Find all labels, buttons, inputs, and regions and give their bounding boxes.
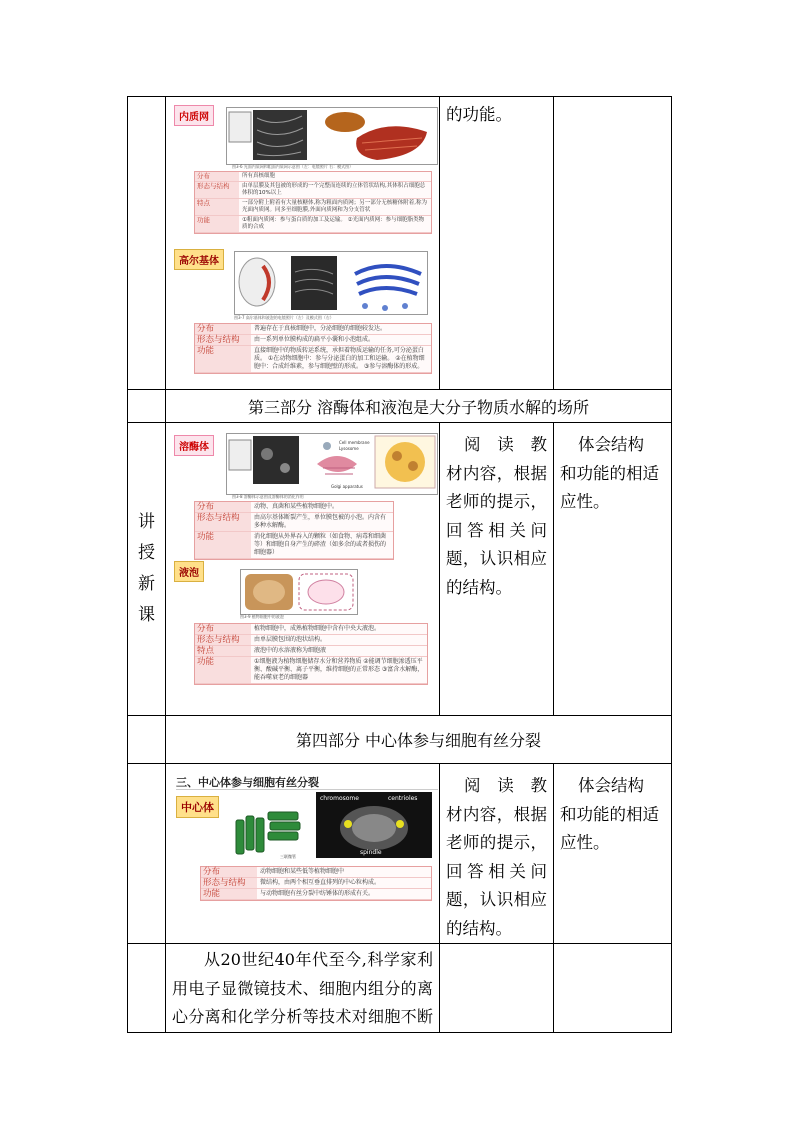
er-caption: 图3-6 光面内质网和粗面内质网示意图（左：电镜照片 右：模式图）: [232, 164, 354, 169]
row-section3: [128, 390, 672, 423]
info-key: 形态与结构: [195, 513, 251, 531]
slide-cell-er-golgi: [166, 97, 440, 390]
diagram-label: Lysosome: [339, 446, 359, 451]
row-lysosome-vacuole: [128, 423, 672, 716]
summary-line: 心分离和化学分析等技术对细胞不断: [172, 1007, 433, 1026]
info-key: 形态与结构: [195, 182, 239, 198]
summary-line: 从20世纪40年代至今,科学家利: [204, 950, 433, 969]
info-row: [201, 878, 431, 889]
er-image: [226, 107, 438, 165]
lysosome-image: [226, 433, 438, 495]
purpose-cell-1: [554, 97, 672, 390]
side-label-teaching: [128, 423, 166, 716]
info-value: 液泡中的水溶液称为细胞液: [254, 647, 327, 654]
activity-text: 的功能。: [446, 105, 512, 124]
info-value: 一部分附上附着有大量核糖体,称为粗面内质网；另一部分无核糖体附着,称为光面内质网。同多至细胞膜,外面向质网和为分支管状: [242, 200, 427, 213]
vacuole-caption: 图3-9 植物细胞中的液泡: [240, 614, 284, 619]
info-value: 由单层膜包围的泡状结构。: [254, 636, 327, 643]
info-value: 直接细胞中的物质转运系统，承担着物质运输的任务,可分泌蛋白质。 ①在动物细胞中：参与分泌蛋白的加工和运输。 ②在植物细胞中：合成纤维素，参与细胞壁的形成。 ③参与溶酶体的形成。: [254, 347, 425, 370]
activity-line: 题，认识相应: [446, 549, 547, 568]
info-value: 微结构，由两个相互垂直排列的中心粒构成。: [260, 879, 381, 886]
info-value: 由一系列单位膜构成的扁平小囊和小泡组成。: [254, 336, 375, 343]
slide-er-golgi: [172, 101, 433, 385]
activity-line: 材内容，根据: [446, 804, 547, 824]
em-label: centrioles: [388, 795, 418, 802]
diagram-label: Golgi apparatus: [331, 484, 363, 489]
info-key: 特点: [195, 646, 251, 656]
info-row: [195, 335, 431, 346]
info-key: 形态与结构: [201, 878, 257, 888]
purpose-text: [554, 764, 671, 858]
info-value: ①粗面内质网：参与蛋白质的加工及运输。 ②光面内质网：参与细胞脂类物质的合成: [242, 217, 425, 230]
activity-line: 题，认识相应: [446, 890, 547, 909]
info-key: 分布: [195, 172, 239, 181]
side-label-char: 讲: [138, 512, 155, 532]
tag-centrosome: 中心体: [176, 796, 219, 818]
activity-line: 材内容，根据: [446, 463, 547, 483]
info-row: [195, 182, 431, 199]
section-title-4: 第四部分 中心体参与细胞有丝分裂: [166, 716, 672, 764]
info-value: 与动物细胞有丝分裂中纺锤体的形成有关。: [260, 890, 375, 897]
side-cell-empty-2: [128, 390, 166, 423]
info-value: 植物细胞中，成熟植物细胞中含有中央大液泡。: [254, 625, 381, 632]
section-title-3: 第三部分 溶酶体和液泡是大分子物质水解的场所: [166, 390, 672, 423]
info-value: 消化细胞从外界吞入的颗粒（如食物、病毒和细菌等）和细胞自身产生的碎渣（如多余的或者损伤的细胞器）: [254, 533, 387, 556]
row-er-golgi: [128, 97, 672, 390]
tag-golgi: 高尔基体: [174, 249, 224, 270]
er-info-table: [194, 171, 432, 234]
lysosome-caption: 图3-8 溶酶体示意图及溶酶体的消化作用: [232, 494, 304, 499]
slide-centrosome: [172, 768, 433, 938]
info-row: [195, 513, 393, 532]
purpose-line: 应性。: [560, 492, 610, 511]
info-value: 由单层膜及其包被的形成的一个完整而连续的立体管状结构,其体积占细胞总体积的10%以上: [242, 183, 426, 196]
info-key: 功能: [195, 216, 239, 232]
summary-text: [166, 944, 439, 1032]
centriole-model-image: [230, 808, 304, 862]
row-centrosome: [128, 764, 672, 944]
activity-cell-3: [440, 423, 554, 716]
info-key: 功能: [195, 532, 251, 558]
slide-cell-centrosome: [166, 764, 440, 944]
info-row: [195, 532, 393, 559]
em-label: spindle: [360, 849, 382, 856]
info-row: [195, 502, 393, 513]
info-key: 分布: [201, 867, 257, 877]
info-value: 动物、真菌和某些植物细胞中。: [254, 503, 339, 510]
golgi-caption: 图3-7 高尔基体和液泡的电镜照片（左）及模式图（右）: [234, 315, 334, 320]
info-row: [195, 657, 427, 684]
info-key: 功能: [195, 657, 251, 683]
vacuole-info-table: [194, 623, 428, 685]
activity-line: 阅读教: [464, 435, 547, 454]
centrosome-info-table: [200, 866, 432, 901]
activity-cell-1: [440, 97, 554, 390]
golgi-image: [234, 251, 428, 315]
info-row: [201, 889, 431, 900]
info-row: [195, 324, 431, 335]
info-key: 形态与结构: [195, 335, 251, 345]
activity-text: [440, 764, 553, 943]
activity-line: 的结构。: [446, 577, 512, 597]
row-section4: [128, 716, 672, 764]
info-key: 特点: [195, 199, 239, 215]
info-value: 动物细胞和某些低等植物细胞中: [260, 868, 345, 875]
info-value: 普遍存在于真核细胞中，分泌细胞的细胞较发达。: [254, 325, 387, 332]
purpose-line: 应性。: [560, 833, 610, 852]
info-key: 形态与结构: [195, 635, 251, 645]
vacuole-image: [240, 569, 358, 615]
purpose-line: 体会结构: [578, 776, 644, 795]
lesson-table: [127, 96, 672, 1033]
info-key: 功能: [195, 346, 251, 372]
side-cell-empty-6: [128, 944, 166, 1033]
centrosome-heading: 三、中心体参与细胞有丝分裂: [176, 776, 319, 789]
side-cell-empty-4: [128, 716, 166, 764]
summary-line: 用电子显微镜技术、细胞内组分的离: [172, 978, 433, 998]
tag-er: 内质网: [174, 105, 214, 126]
tag-vacuole: 液泡: [174, 561, 204, 582]
info-key: 分布: [195, 624, 251, 634]
info-row: [195, 646, 427, 657]
side-label-char: 新: [138, 574, 155, 594]
purpose-line: 体会结构: [578, 435, 644, 454]
activity-line: 老师的提示，: [446, 492, 547, 511]
slide-cell-lysosome: [166, 423, 440, 716]
purpose-cell-6: [554, 944, 672, 1033]
activity-line: 回答相关问: [446, 861, 547, 881]
small-label: 三联微管: [280, 854, 296, 859]
info-row: [195, 216, 431, 233]
info-row: [195, 635, 427, 646]
slide-lysosome-vacuole: [172, 427, 433, 711]
purpose-line: 和功能的相适: [560, 804, 659, 824]
activity-line: 的结构。: [446, 918, 512, 938]
info-value: ①细胞液为植物细胞储存水分和营养物质 ②能调节细胞渗透压平衡、酸碱平衡、离子平衡，维持细胞的正常形态 ③富含水解酶，能吞噬衰老的细胞器: [254, 658, 424, 681]
em-label: chromosome: [320, 795, 359, 802]
heading-divider: [176, 789, 438, 790]
info-row: [195, 199, 431, 216]
side-cell-empty-1: [128, 97, 166, 390]
info-key: 分布: [195, 502, 251, 512]
summary-cell: [166, 944, 440, 1033]
purpose-text: [554, 423, 671, 517]
em-image: [316, 792, 432, 858]
purpose-cell-3: [554, 423, 672, 716]
activity-cell-6: [440, 944, 554, 1033]
activity-text: [440, 423, 553, 602]
purpose-cell-5: [554, 764, 672, 944]
activity-line: 阅读教: [464, 776, 547, 795]
activity-line: 老师的提示，: [446, 833, 547, 852]
info-key: 功能: [201, 889, 257, 899]
info-row: [195, 346, 431, 373]
info-row: [195, 624, 427, 635]
diagram-label: Cell membrane: [339, 440, 370, 445]
info-value: 由高尔基体断裂产生，单位膜包被的小泡。内含有多种水解酶。: [254, 514, 387, 529]
side-label-char: 授: [138, 543, 155, 563]
activity-line: 回答相关问: [446, 520, 547, 540]
info-value: 所有真核细胞: [242, 173, 276, 179]
info-row: [201, 867, 431, 878]
info-row: [195, 172, 431, 182]
lysosome-info-table: [194, 501, 394, 560]
info-key: 分布: [195, 324, 251, 334]
golgi-info-table: [194, 323, 432, 374]
side-cell-empty-5: [128, 764, 166, 944]
row-summary: [128, 944, 672, 1033]
activity-cell-5: [440, 764, 554, 944]
purpose-line: 和功能的相适: [560, 463, 659, 483]
side-label-char: 课: [138, 605, 155, 625]
tag-lysosome: 溶酶体: [174, 435, 214, 456]
